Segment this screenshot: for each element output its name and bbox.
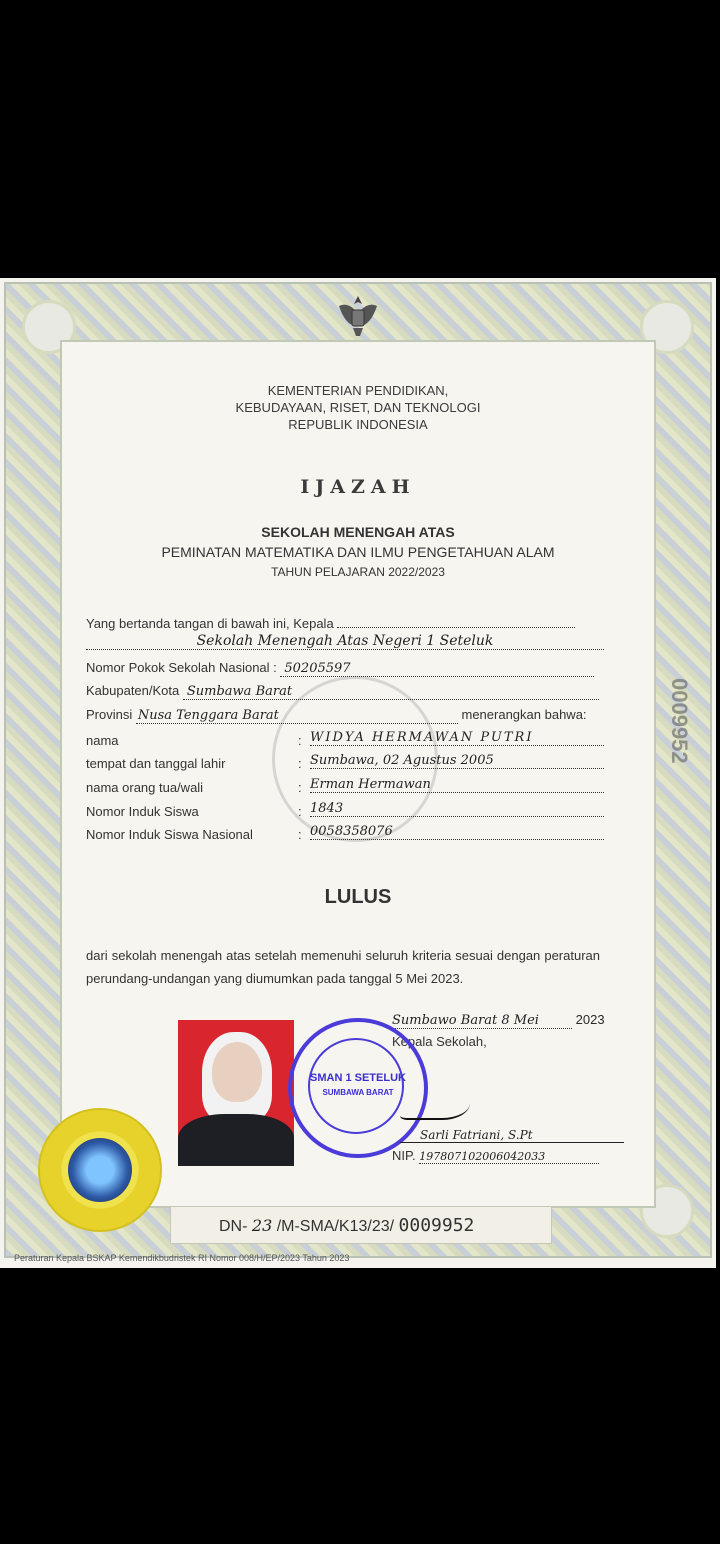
provinsi-label: Provinsi bbox=[86, 707, 133, 722]
specialization: PEMINATAN MATEMATIKA DAN ILMU PENGETAHUAN ALAM bbox=[161, 544, 555, 560]
colon: : bbox=[298, 780, 302, 795]
npsn-label: Nomor Pokok Sekolah Nasional : bbox=[86, 660, 277, 675]
ttl-value: Sumbawa, 02 Agustus 2005 bbox=[310, 753, 604, 769]
serial-number: 0009952 bbox=[398, 1215, 475, 1236]
garuda-emblem-icon bbox=[333, 292, 383, 342]
vertical-serial-mark: 0009952 bbox=[667, 678, 692, 764]
stamp-text-1: SMAN 1 SETELUK bbox=[310, 1072, 406, 1084]
provinsi-value: Nusa Tenggara Barat bbox=[136, 708, 458, 724]
kepala-label: Kepala Sekolah, bbox=[392, 1034, 487, 1049]
colon: : bbox=[298, 827, 302, 842]
ortu-value: Erman Hermawan bbox=[310, 777, 604, 793]
nis-value: 1843 bbox=[310, 801, 604, 817]
provinsi-row bbox=[86, 707, 606, 724]
nip-value: 197807102006042033 bbox=[419, 1150, 599, 1164]
serial-line bbox=[219, 1215, 474, 1236]
statement-text: dari sekolah menengah atas setelah memenuhi seluruh kriteria sesuai dengan peraturan perundang-undangan yang diumumkan pada tanggal 5 Mei 2023. bbox=[86, 948, 600, 986]
npsn-row bbox=[86, 660, 604, 677]
ministry-line-1: KEMENTERIAN PENDIDIKAN, bbox=[267, 383, 449, 398]
place-date-row bbox=[392, 1012, 612, 1029]
nisn-label: Nomor Induk Siswa Nasional bbox=[86, 827, 253, 842]
kabupaten-row bbox=[86, 683, 604, 700]
serial-prefix: DN- bbox=[219, 1218, 248, 1235]
intro-row bbox=[86, 616, 604, 631]
nama-value: WIDYA HERMAWAN PUTRI bbox=[310, 730, 604, 746]
nip-label: NIP. bbox=[392, 1148, 416, 1163]
hologram-seal-icon bbox=[38, 1108, 162, 1232]
nip-row bbox=[392, 1148, 606, 1164]
kabupaten-label: Kabupaten/Kota bbox=[86, 683, 180, 698]
ortu-label: nama orang tua/wali bbox=[86, 780, 204, 795]
colon: : bbox=[298, 804, 302, 819]
student-photo bbox=[178, 1020, 294, 1166]
colon: : bbox=[298, 733, 302, 748]
ministry-line-3: REPUBLIK INDONESIA bbox=[288, 417, 428, 432]
kabupaten-value: Sumbawa Barat bbox=[183, 684, 599, 700]
serial-code: 23 bbox=[251, 1216, 273, 1235]
nama-label: nama bbox=[86, 733, 119, 748]
principal-name: Sarli Fatriani, S.Pt bbox=[400, 1128, 624, 1143]
school-name: Sekolah Menengah Atas Negeri 1 Seteluk bbox=[86, 633, 604, 650]
document-title: IJAZAH bbox=[300, 476, 416, 498]
ministry-header bbox=[0, 382, 716, 433]
ijazah-document bbox=[0, 278, 716, 1268]
intro-label: Yang bertanda tangan di bawah ini, Kepala bbox=[86, 616, 334, 631]
status-lulus: LULUS bbox=[324, 886, 392, 908]
footer-regulation: Peraturan Kepala BSKAP Kemendikbudristek RI Nomor 008/H/EP/2023 Tahun 2023 bbox=[14, 1253, 350, 1263]
serial-number-box bbox=[170, 1206, 552, 1244]
menerangkan-label: menerangkan bahwa: bbox=[461, 707, 587, 722]
academic-year: TAHUN PELAJARAN 2022/2023 bbox=[271, 565, 445, 579]
ministry-line-2: KEBUDAYAAN, RISET, DAN TEKNOLOGI bbox=[235, 400, 481, 415]
principal-signature bbox=[400, 1078, 470, 1120]
place-date: Sumbawo Barat 8 Mei bbox=[392, 1013, 572, 1029]
year: 2023 bbox=[575, 1012, 605, 1027]
npsn-value: 50205597 bbox=[280, 661, 594, 677]
school-type: SEKOLAH MENENGAH ATAS bbox=[261, 524, 455, 540]
nisn-value: 0058358076 bbox=[310, 824, 604, 840]
serial-mid: /M-SMA/K13/23/ bbox=[276, 1218, 395, 1235]
ttl-label: tempat dan tanggal lahir bbox=[86, 756, 226, 771]
colon: : bbox=[298, 756, 302, 771]
stamp-text-2: SUMBAWA BARAT bbox=[322, 1088, 394, 1097]
nis-label: Nomor Induk Siswa bbox=[86, 804, 199, 819]
